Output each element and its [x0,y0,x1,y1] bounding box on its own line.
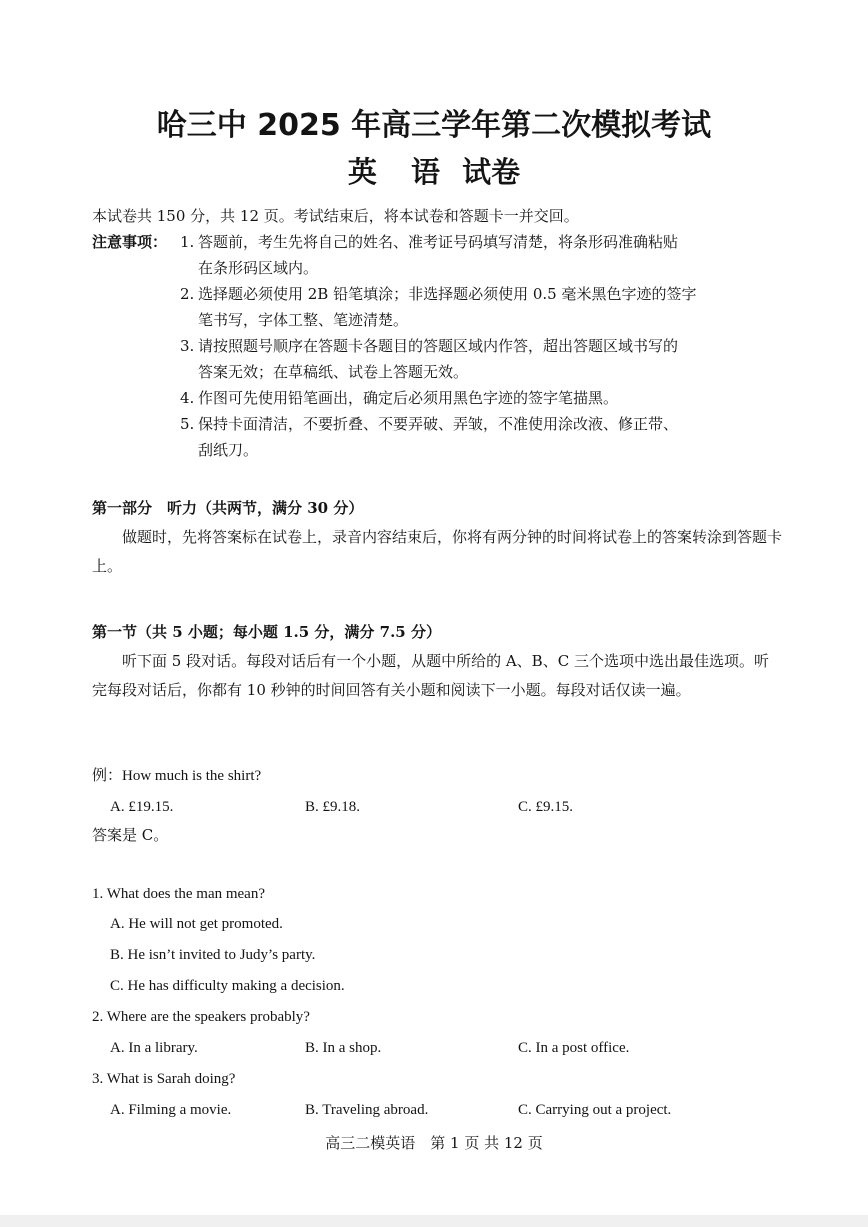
example-option-a: A. £19.15. [110,799,174,815]
example-question: 例：How much is the shirt? [92,768,262,784]
note-text-cont: 答案无效；在草稿纸、试卷上答题无效。 [198,363,469,381]
q2-option-c: C. In a post office. [518,1040,630,1056]
note-text: 答题前，考生先将自己的姓名、准考证号码填写清楚，将条形码准确粘贴 [198,233,679,251]
question-2: 2. Where are the speakers probably? [92,1009,310,1025]
note-number: 5. [180,415,195,433]
q2-option-a: A. In a library. [110,1040,198,1056]
example-option-b: B. £9.18. [305,799,361,815]
part1-heading: 第一部分 听力（共两节，满分 30 分） [92,499,364,517]
subject-name: 英 语 [347,155,452,189]
intro-line: 本试卷共 150 分，共 12 页。考试结束后，将本试卷和答题卡一并交回。 [92,207,579,225]
q3-option-b: B. Traveling abroad. [305,1102,429,1118]
note-item-5 [180,411,780,463]
note-text: 作图可先使用铅笔画出，确定后必须用黑色字迹的签字笔描黑。 [198,389,619,407]
page-footer: 高三二模英语 第 1 页 共 12 页 [325,1134,543,1152]
section1-instruction: 听下面 5 段对话。每段对话后有一个小题，从题中所给的 A、B、C 三个选项中选出最佳选项。听完每段对话后，你都有 10 秒钟的时间回答有关小题和阅读下一小题。每段对话仅读一遍。 [92,652,769,699]
note-item-4 [180,385,780,411]
q3-option-a: A. Filming a movie. [110,1102,232,1118]
question-3: 3. What is Sarah doing? [92,1071,236,1087]
part1-instruction: 做题时，先将答案标在试卷上，录音内容结束后，你将有两分钟的时间将试卷上的答案转涂到答题卡上。 [92,528,783,575]
subject-title [0,150,868,191]
section1-heading: 第一节（共 5 小题；每小题 1.5 分，满分 7.5 分） [92,623,441,641]
q1-option-a: A. He will not get promoted. [110,916,283,932]
note-item-1 [180,229,780,281]
note-item-3 [180,333,780,385]
q1-option-b: B. He isn’t invited to Judy’s party. [110,947,316,963]
note-number: 1. [180,233,195,251]
example-answer: 答案是 C。 [92,826,169,844]
q3-option-c: C. Carrying out a project. [518,1102,672,1118]
note-text: 选择题必须使用 2B 铅笔填涂；非选择题必须使用 0.5 毫米黑色字迹的签字 [198,285,697,303]
note-number: 2. [180,285,195,303]
scan-edge [0,1215,868,1227]
notes-label: 注意事项： [92,233,168,251]
note-item-2 [180,281,780,333]
note-text-cont: 在条形码区域内。 [198,259,319,277]
example-option-c: C. £9.15. [518,799,574,815]
q2-option-b: B. In a shop. [305,1040,382,1056]
q1-option-c: C. He has difficulty making a decision. [110,978,345,994]
note-number: 4. [180,389,195,407]
exam-title: 哈三中 2025 年高三学年第二次模拟考试 [156,108,712,143]
note-text: 保持卡面清洁，不要折叠、不要弄破、弄皱，不准使用涂改液、修正带、 [198,415,679,433]
note-number: 3. [180,337,195,355]
question-1: 1. What does the man mean? [92,886,265,902]
paper-word: 试卷 [462,155,521,189]
note-text-cont: 笔书写，字体工整、笔迹清楚。 [198,311,409,329]
note-text-cont: 刮纸刀。 [198,441,259,459]
note-text: 请按照题号顺序在答题卡各题目的答题区域内作答，超出答题区域书写的 [198,337,679,355]
